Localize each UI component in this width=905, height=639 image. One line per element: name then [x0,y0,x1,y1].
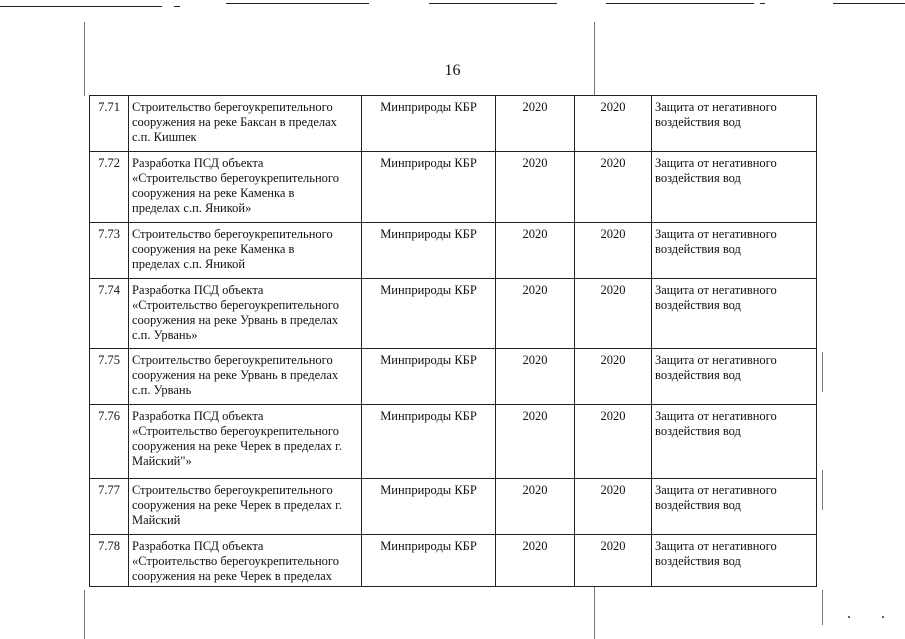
measure-name-cell [129,535,362,587]
scan-rule [760,3,765,4]
measure-name-cell [129,96,362,152]
measure-name-cell-line: Строительство берегоукрепительного [132,483,333,497]
measure-name-cell [129,479,362,535]
end-year-cell: 2020 [575,223,652,279]
end-year-cell: 2020 [575,349,652,405]
goal-cell-line: воздействия вод [655,115,741,129]
goal-cell [652,223,817,279]
measures-table [89,95,817,587]
measure-name-cell-line: Строительство берегоукрепительного [132,353,333,367]
row-number-cell: 7.73 [90,223,129,279]
scan-rule [226,3,369,4]
measure-name-cell-line: Майский [132,513,181,527]
start-year-cell: 2020 [496,349,575,405]
scan-vertical-line [84,590,85,639]
measure-name-cell-line: с.п. Урвань [132,383,192,397]
measure-name-cell-line: сооружения на реке Урвань в пределах [132,313,339,327]
goal-cell-line: Защита от негативного [655,409,777,423]
end-year-cell: 2020 [575,96,652,152]
measure-name-cell-line: пределах с.п. Яникой [132,257,246,271]
goal-cell-line: воздействия вод [655,242,741,256]
scan-rule [606,3,754,4]
scan-vertical-line [822,590,823,625]
start-year-cell: 2020 [496,223,575,279]
executor-cell: Минприроды КБР [362,535,496,587]
measure-name-cell [129,279,362,349]
goal-cell-line: воздействия вод [655,498,741,512]
row-number-cell: 7.72 [90,152,129,223]
measure-name-cell-line: «Строительство берегоукрепительного [132,171,339,185]
goal-cell-line: Защита от негативного [655,353,777,367]
measure-name-cell [129,349,362,405]
scan-vertical-line [822,470,823,510]
measure-name-cell-line: «Строительство берегоукрепительного [132,424,339,438]
start-year-cell: 2020 [496,405,575,479]
executor-cell: Минприроды КБР [362,349,496,405]
measure-name-cell [129,223,362,279]
executor-cell: Минприроды КБР [362,96,496,152]
goal-cell-line: Защита от негативного [655,539,777,553]
scan-vertical-line [594,22,595,96]
table-row [90,152,817,223]
table-row [90,223,817,279]
end-year-cell: 2020 [575,152,652,223]
table-row [90,96,817,152]
measure-name-cell-line: с.п. Кишпек [132,130,197,144]
scan-rule [429,3,557,4]
table-row [90,279,817,349]
goal-cell-line: воздействия вод [655,554,741,568]
scan-rule [0,6,162,7]
goal-cell [652,535,817,587]
goal-cell-line: воздействия вод [655,424,741,438]
measure-name-cell-line: Разработка ПСД объекта [132,409,264,423]
row-number-cell: 7.76 [90,405,129,479]
measure-name-cell-line: сооружения на реке Черек в пределах г. [132,439,343,453]
executor-cell: Минприроды КБР [362,479,496,535]
end-year-cell: 2020 [575,279,652,349]
executor-cell: Минприроды КБР [362,279,496,349]
start-year-cell: 2020 [496,96,575,152]
measure-name-cell-line: сооружения на реке Черек в пределах [132,569,333,583]
row-number-cell: 7.77 [90,479,129,535]
measure-name-cell-line: пределах с.п. Яникой» [132,201,252,215]
measure-name-cell [129,152,362,223]
measure-name-cell-line: Майский"» [132,454,192,468]
end-year-cell: 2020 [575,479,652,535]
page-number: 16 [444,62,461,79]
scan-rule [833,3,905,4]
scan-speck [848,616,850,618]
measure-name-cell-line: сооружения на реке Черек в пределах г. [132,498,343,512]
measure-name-cell-line: Разработка ПСД объекта [132,283,264,297]
scan-vertical-line [84,22,85,96]
executor-cell: Минприроды КБР [362,223,496,279]
table-row [90,479,817,535]
start-year-cell: 2020 [496,279,575,349]
measure-name-cell-line: сооружения на реке Каменка в [132,242,295,256]
row-number-cell: 7.74 [90,279,129,349]
scan-vertical-line [822,352,823,392]
goal-cell [652,349,817,405]
goal-cell-line: Защита от негативного [655,227,777,241]
measure-name-cell-line: «Строительство берегоукрепительного [132,554,339,568]
table-row [90,405,817,479]
goal-cell-line: воздействия вод [655,171,741,185]
measure-name-cell-line: сооружения на реке Урвань в пределах [132,368,339,382]
scan-vertical-line [594,586,595,639]
measure-name-cell-line: Разработка ПСД объекта [132,539,264,553]
goal-cell-line: Защита от негативного [655,100,777,114]
goal-cell [652,405,817,479]
table-body [90,96,817,587]
measure-name-cell [129,405,362,479]
goal-cell [652,279,817,349]
row-number-cell: 7.78 [90,535,129,587]
executor-cell: Минприроды КБР [362,152,496,223]
scan-speck [882,616,884,618]
end-year-cell: 2020 [575,535,652,587]
goal-cell-line: Защита от негативного [655,283,777,297]
goal-cell [652,479,817,535]
goal-cell [652,152,817,223]
goal-cell-line: Защита от негативного [655,156,777,170]
table-row [90,535,817,587]
measure-name-cell-line: «Строительство берегоукрепительного [132,298,339,312]
executor-cell: Минприроды КБР [362,405,496,479]
row-number-cell: 7.71 [90,96,129,152]
start-year-cell: 2020 [496,479,575,535]
end-year-cell: 2020 [575,405,652,479]
scan-rule [174,6,180,7]
table-row [90,349,817,405]
measure-name-cell-line: сооружения на реке Баксан в пределах [132,115,337,129]
start-year-cell: 2020 [496,535,575,587]
goal-cell [652,96,817,152]
start-year-cell: 2020 [496,152,575,223]
goal-cell-line: воздействия вод [655,298,741,312]
measure-name-cell-line: с.п. Урвань» [132,328,198,342]
measure-name-cell-line: Разработка ПСД объекта [132,156,264,170]
measure-name-cell-line: Строительство берегоукрепительного [132,227,333,241]
measure-name-cell-line: сооружения на реке Каменка в [132,186,295,200]
goal-cell-line: воздействия вод [655,368,741,382]
row-number-cell: 7.75 [90,349,129,405]
goal-cell-line: Защита от негативного [655,483,777,497]
measure-name-cell-line: Строительство берегоукрепительного [132,100,333,114]
